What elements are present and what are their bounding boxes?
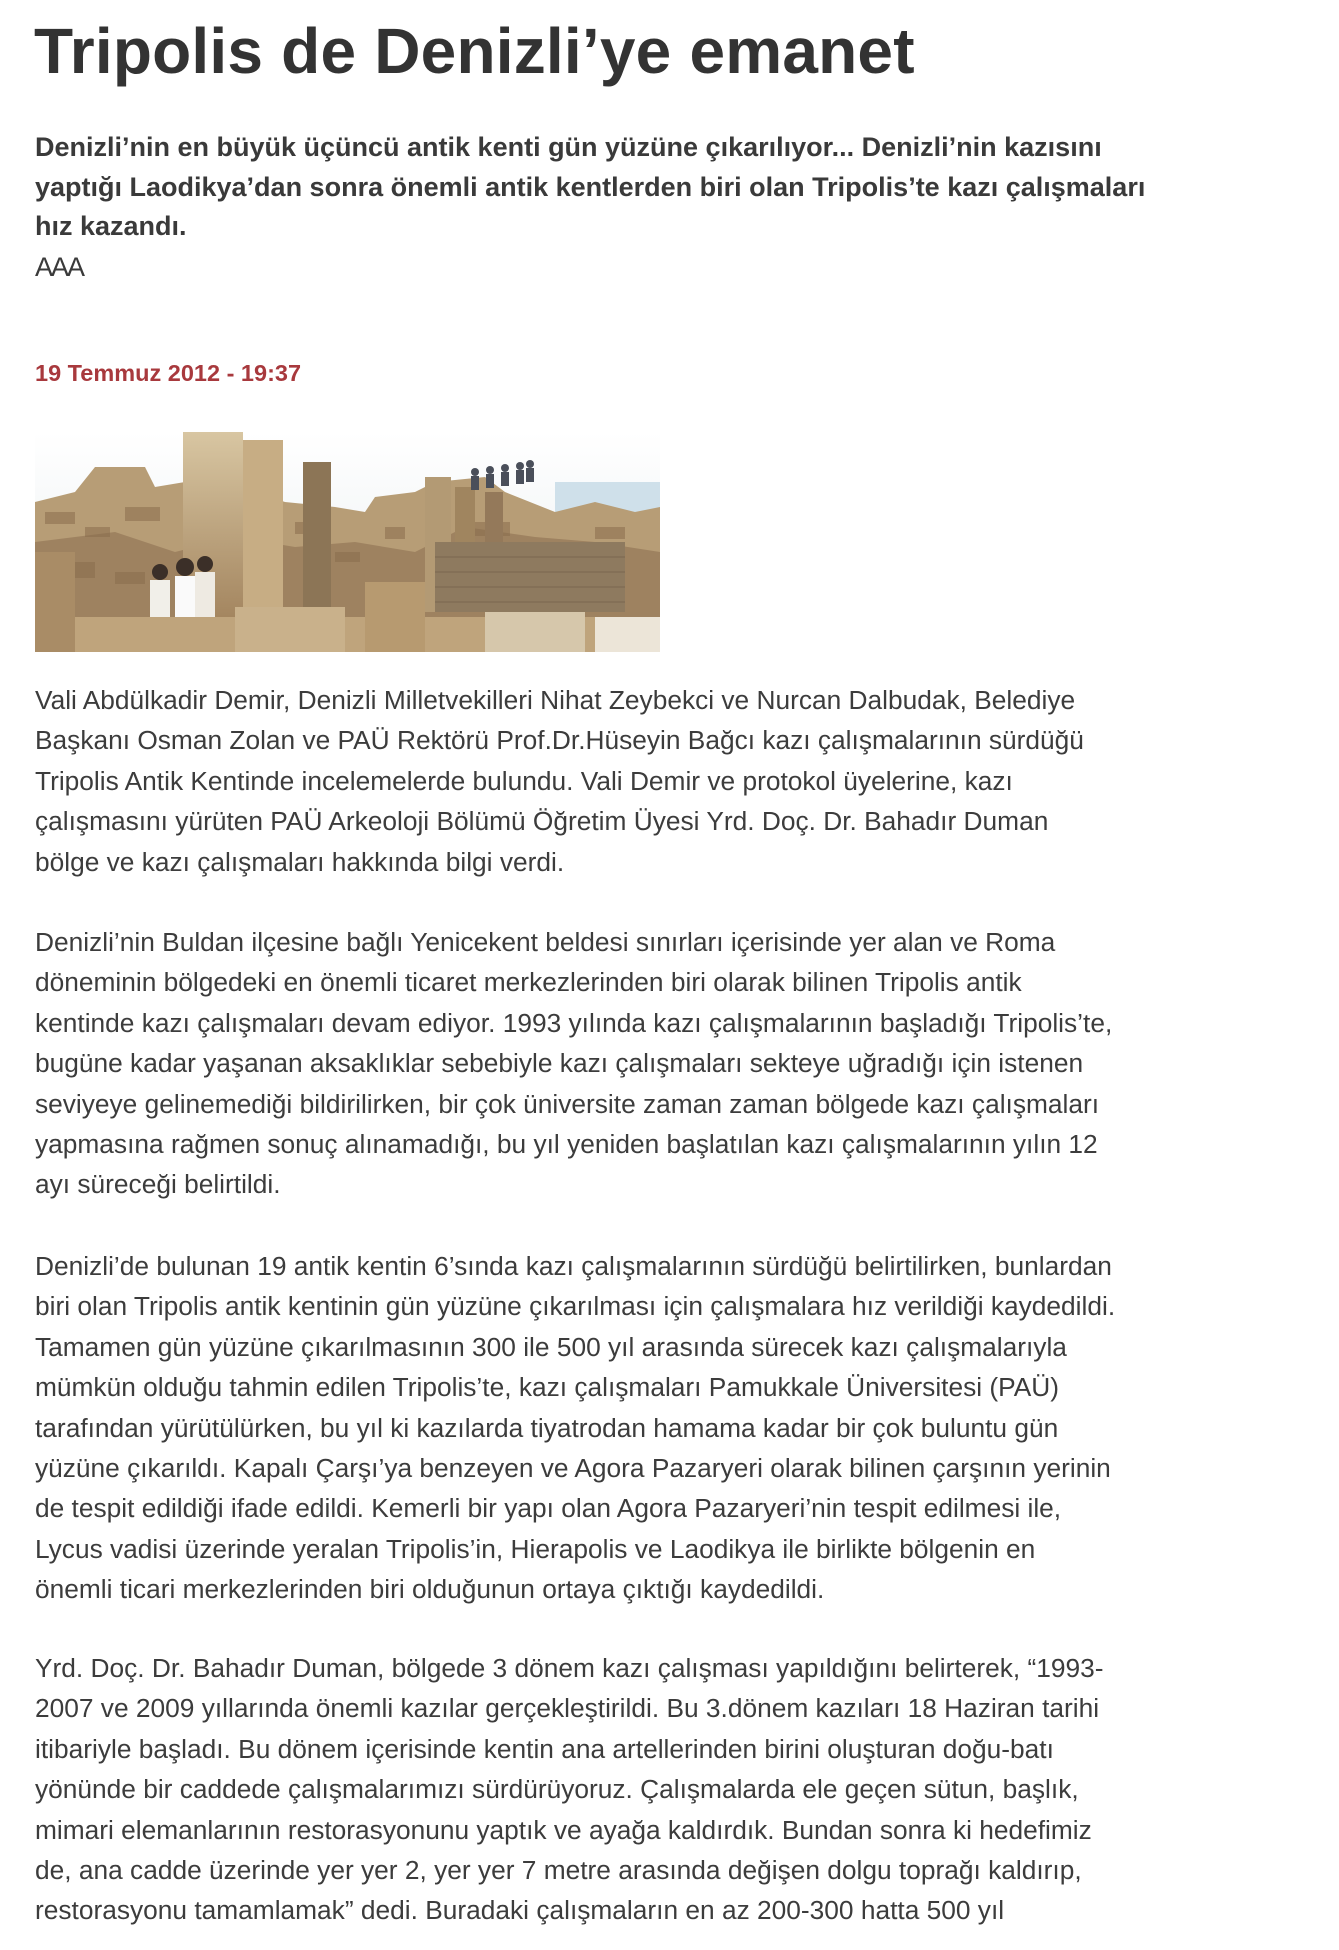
text-line: Denizli’de bulunan 19 antik kentin 6’sında kazı çalışmalarının sürdüğü belirtilirken, bunlardan <box>35 1251 1112 1281</box>
article-lead <box>35 128 1325 247</box>
text-line: yüzüne çıkarıldı. Kapalı Çarşı’ya benzeyen ve Agora Pazaryeri olarak bilinen çarşının yerinin <box>35 1453 1111 1484</box>
ruins-photo <box>35 432 660 652</box>
text-line: bugüne kadar yaşanan aksaklıklar sebebiyle kazı çalışmaları sekteye uğradığı için istenen <box>35 1048 1084 1079</box>
ruins-photo-icon <box>35 432 660 652</box>
text-line: yönünde bir caddede çalışmalarımızı sürdürüyoruz. Çalışmalarda ele geçen sütun, başlık, <box>35 1774 1079 1805</box>
text-line: Tripolis Antik Kentinde incelemelerde bulundu. Vali Demir ve protokol üyelerine, kazı <box>35 765 1013 796</box>
lead-line: Denizli’nin en büyük üçüncü antik kenti gün yüzüne çıkarılıyor... Denizli’nin kazısını <box>35 132 1102 162</box>
lead-line: hız kazandı. <box>35 211 187 241</box>
text-line: tarafından yürütülürken, bu yıl ki kazılarda tiyatrodan hamama kadar bir çok buluntu gün <box>35 1412 1059 1443</box>
paragraph-4 <box>35 1648 1335 1931</box>
text-line: bölge ve kazı çalışmaları hakkında bilgi verdi. <box>35 846 565 877</box>
text-line: Başkanı Osman Zolan ve PAÜ Rektörü Prof.Dr.Hüseyin Bağcı kazı çalışmalarının sürdüğü <box>35 725 1084 756</box>
paragraph-3 <box>35 1246 1335 1610</box>
text-line: Lycus vadisi üzerinde yeralan Tripolis’in, Hierapolis ve Laodikya ile birlikte bölgenin en <box>35 1533 1036 1564</box>
text-line: biri olan Tripolis antik kentinin gün yüzüne çıkarılması için çalışmalara hız verildiği kaydedildi. <box>35 1291 1116 1322</box>
text-line: ayı süreceği belirtildi. <box>35 1169 281 1200</box>
text-line: Denizli’nin Buldan ilçesine bağlı Yenicekent beldesi sınırları içerisinde yer alan ve Roma <box>35 927 1056 957</box>
news-source: AAA <box>35 252 84 282</box>
text-line: mimari elemanlarının restorasyonunu yaptık ve ayağa kaldırdık. Bundan sonra ki hedefimiz <box>35 1814 1092 1845</box>
paragraph-1 <box>35 680 1335 882</box>
text-line: döneminin bölgedeki en önemli ticaret merkezlerinden biri olarak bilinen Tripolis antik <box>35 967 1022 998</box>
text-line: 2007 ve 2009 yıllarında önemli kazılar gerçekleştirildi. Bu 3.dönem kazıları 18 Haziran tarihi <box>35 1693 1100 1724</box>
text-line: yapmasına rağmen sonuç alınamadığı, bu yıl yeniden başlatılan kazı çalışmalarının yılın 12 <box>35 1129 1098 1160</box>
text-line: de tespit edildiği ifade edildi. Kemerli bir yapı olan Agora Pazaryeri’nin tespit edilmesi ile, <box>35 1493 1062 1524</box>
text-line: önemli ticari merkezlerinden biri olduğunun ortaya çıktığı kaydedildi. <box>35 1574 825 1605</box>
paragraph-2 <box>35 922 1335 1205</box>
text-line: kentinde kazı çalışmaları devam ediyor. 1993 yılında kazı çalışmalarının başladığı Tripolis’te, <box>35 1007 1113 1038</box>
text-line: itibariyle başladı. Bu dönem içerisinde kentin ana artellerinden birini oluşturan doğu-batı <box>35 1733 1054 1764</box>
lead-line: yaptığı Laodikya’dan sonra önemli antik kentlerden biri olan Tripolis’te kazı çalışmaları <box>35 171 1146 202</box>
article-title: Tripolis de Denizli’ye emanet <box>34 15 915 87</box>
text-line: Tamamen gün yüzüne çıkarılmasının 300 ile 500 yıl arasında sürecek kazı çalışmalarıyla <box>35 1331 1067 1362</box>
text-line: restorasyonu tamamlamak” dedi. Buradaki çalışmaların en az 200-300 hatta 500 yıl <box>35 1895 1005 1926</box>
text-line: de, ana cadde üzerinde yer yer 2, yer yer 7 metre arasında değişen dolgu toprağı kaldırıp, <box>35 1855 1082 1886</box>
text-line: çalışmasını yürüten PAÜ Arkeoloji Bölümü Öğretim Üyesi Yrd. Doç. Dr. Bahadır Duman <box>35 806 1049 837</box>
text-line: seviyeye gelinemediği bildirilirken, bir çok üniversite zaman zaman bölgede kazı çalışmaları <box>35 1088 1100 1119</box>
text-line: Vali Abdülkadir Demir, Denizli Milletvekilleri Nihat Zeybekci ve Nurcan Dalbudak, Belediye <box>35 685 1076 715</box>
text-line: mümkün olduğu tahmin edilen Tripolis’te, kazı çalışmaları Pamukkale Üniversitesi (PAÜ) <box>35 1372 1060 1403</box>
publish-date: 19 Temmuz 2012 - 19:37 <box>35 360 302 386</box>
text-line: Yrd. Doç. Dr. Bahadır Duman, bölgede 3 dönem kazı çalışması yapıldığını belirterek, “1993- <box>35 1653 1104 1683</box>
